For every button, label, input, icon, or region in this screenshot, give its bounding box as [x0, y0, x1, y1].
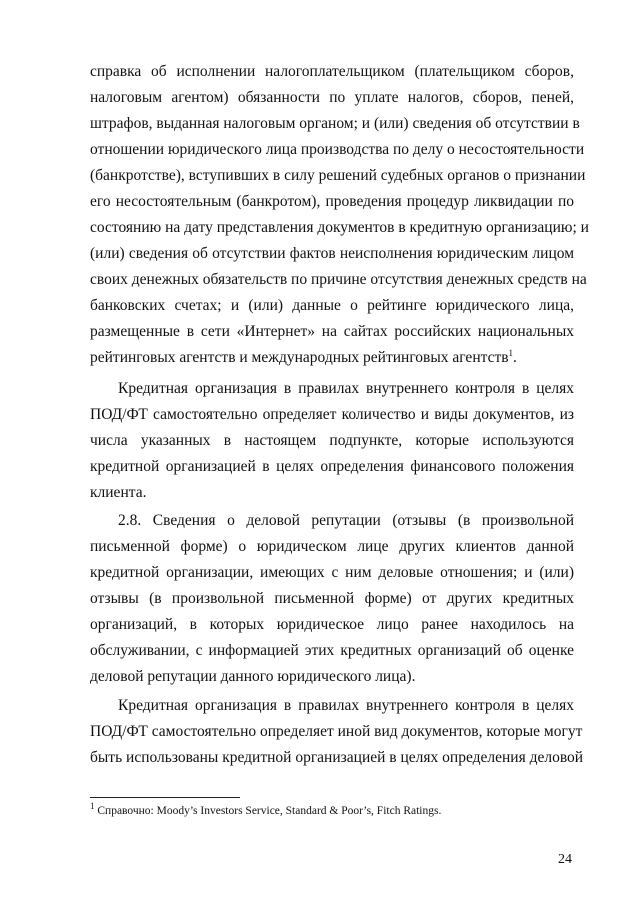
text-line: налоговым агентом) обязанности по уплате налогов, сборов, пеней,	[90, 89, 574, 106]
text-line: штрафов, выданная налоговым органом; и (или) сведения об отсутствии в	[90, 115, 580, 132]
text-line: Кредитная организация в правилах внутреннего контроля в целях	[118, 697, 574, 714]
text-line: письменной форме) о юридическом лице других клиентов данной	[90, 538, 574, 555]
footnote-reference: 1	[508, 347, 514, 358]
text-line: рейтинговых агентств и международных рейтинговых агентств$^1$.	[90, 347, 517, 366]
footnote	[90, 803, 574, 819]
footnote-text: Справочно: Moody’s Investors Service, Standard & Poor’s, Fitch Ratings.	[94, 805, 442, 817]
text-line: организаций, в которых юридическое лицо ранее находилось на	[90, 616, 574, 633]
text-line: Кредитная организация в правилах внутреннего контроля в целях	[118, 380, 574, 397]
text-line: числа указанных в настоящем подпункте, которые используются	[90, 432, 574, 449]
text-line: обслуживании, с информацией этих кредитных организаций об оценке	[90, 642, 574, 659]
text-line: 2.8. Сведения о деловой репутации (отзывы (в произвольной	[118, 512, 574, 529]
text-line: кредитной организацией в целях определения финансового положения	[90, 458, 574, 475]
text-line: (банкротстве), вступивших в силу решений судебных органов о признании	[90, 167, 586, 184]
text-line: банковских счетах; и (или) данные о рейтинге юридического лица,	[90, 297, 574, 314]
footnote-mark: 1	[90, 801, 95, 812]
text-line: ПОД/ФТ самостоятельно определяет количество и виды документов, из	[90, 406, 574, 423]
text-line: деловой репутации данного юридического лица).	[90, 668, 416, 685]
text-line: ПОД/ФТ самостоятельно определяет иной вид документов, которые могут	[90, 723, 583, 740]
text-line: своих денежных обязательств по причине отсутствия денежных средств на	[90, 271, 587, 288]
footnote-separator	[90, 797, 240, 798]
text-line: его несостоятельным (банкротом), проведения процедур ликвидации по	[90, 193, 574, 210]
text-line-content: рейтинговых агентств и международных рейтинговых агентств	[90, 349, 509, 366]
text-line: отношении юридического лица производства по делу о несостоятельности	[90, 141, 585, 158]
text-line: быть использованы кредитной организацией в целях определения деловой	[90, 749, 584, 766]
text-line: отзывы (в произвольной письменной форме) от других кредитных	[90, 590, 574, 607]
text-line: кредитной организации, имеющих с ним деловые отношения; и (или)	[90, 564, 574, 581]
text-line: состоянию на дату представления документов в кредитную организацию; и	[90, 219, 589, 236]
text-line: справка об исполнении налогоплательщиком (плательщиком сборов,	[90, 63, 574, 80]
page-number: 24	[558, 852, 572, 867]
text-line: клиента.	[90, 484, 147, 501]
text-line: (или) сведения об отсутствии фактов неисполнения юридическим лицом	[90, 245, 574, 262]
text-line: размещенные в сети «Интернет» на сайтах российских национальных	[90, 323, 574, 340]
